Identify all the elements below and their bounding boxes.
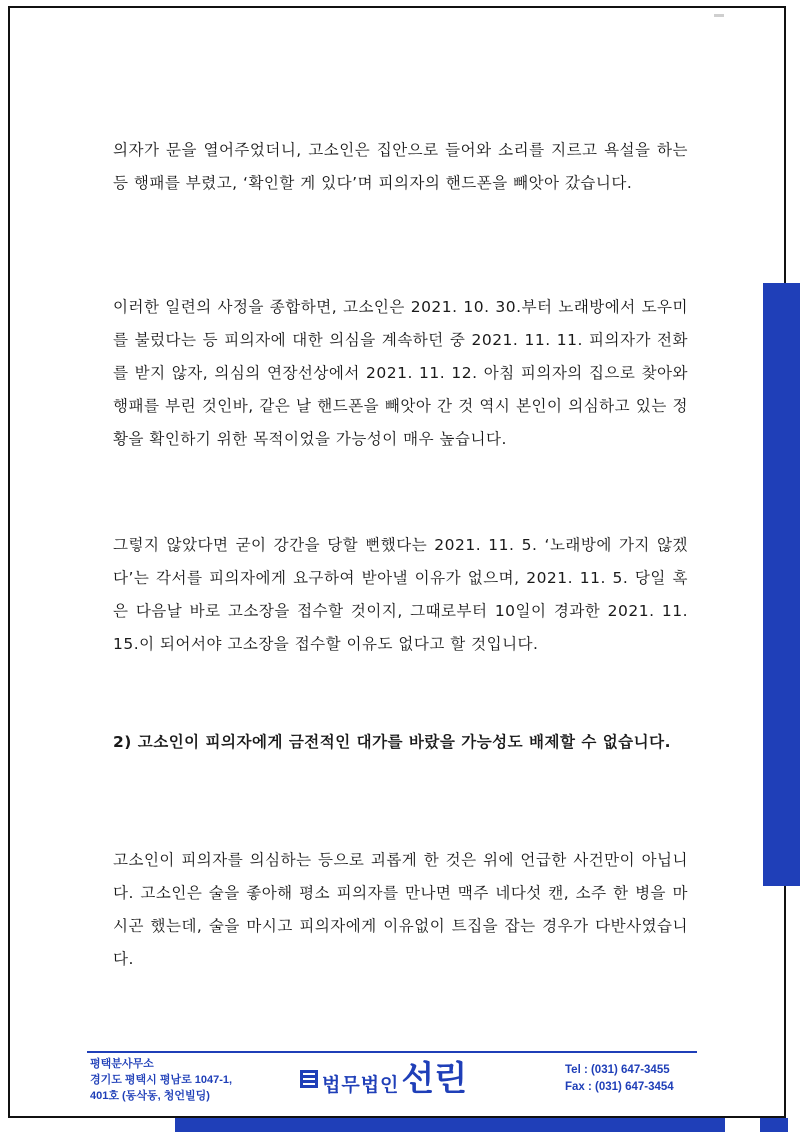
paragraph-2: 이러한 일련의 사정을 종합하면, 고소인은 2021. 10. 30.부터 노래방에서 도우미를 불렀다는 등 피의자에 대한 의심을 계속하던 중 2021. 11. 11. 피의자가 전화를 받지 않자, 의심의 연장선상에서 2021. 11. 12. 아침 피의자의 집으로 찾아와 행패를 부린 것인바, 같은 날 핸드폰을 빼앗아 간 것 역시 본인이 의심하고 있는 정황을 확인하기 위한 목적이었을 가능성이 매우 높습니다. bbox=[113, 298, 688, 448]
firm-type: 법무법인 bbox=[322, 1073, 400, 1096]
footer-contact-info bbox=[565, 1062, 705, 1096]
footer-office-info bbox=[90, 1056, 310, 1104]
bottom-color-stripe-corner bbox=[760, 1118, 788, 1132]
fax-number: Fax : (031) 647-3454 bbox=[565, 1081, 674, 1093]
firm-name: 선린 bbox=[401, 1059, 468, 1099]
paragraph-1: 의자가 문을 열어주었더니, 고소인은 집안으로 들어와 소리를 지르고 욕설을 하는 등 행패를 부렸고, ‘확인할 게 있다’며 피의자의 핸드폰을 빼앗아 갔습니다. bbox=[113, 141, 688, 192]
office-name: 평택분사무소 bbox=[90, 1058, 154, 1070]
footer-divider bbox=[87, 1051, 697, 1053]
firm-emblem-icon bbox=[300, 1070, 318, 1088]
office-address-line-2: 401호 (동삭동, 청언빌딩) bbox=[90, 1090, 210, 1102]
section-heading: 2) 고소인이 피의자에게 금전적인 대가를 바랐을 가능성도 배제할 수 없습니다. bbox=[113, 733, 671, 751]
side-color-stripe bbox=[763, 283, 800, 886]
scan-artifact bbox=[714, 14, 724, 17]
office-address-line-1: 경기도 평택시 평남로 1047-1, bbox=[90, 1074, 233, 1086]
phone-number: Tel : (031) 647-3455 bbox=[565, 1064, 670, 1076]
bottom-color-stripe bbox=[175, 1118, 725, 1132]
firm-logo bbox=[300, 1057, 467, 1101]
paragraph-3: 그렇지 않았다면 굳이 강간을 당할 뻔했다는 2021. 11. 5. ‘노래방에 가지 않겠다’는 각서를 피의자에게 요구하여 받아낼 이유가 없으며, 2021. 11. 5. 당일 혹은 다음날 바로 고소장을 접수할 것이지, 그때로부터 10일이 경과한 2021. 11. 15.이 되어서야 고소장을 접수할 이유도 없다고 할 것입니다. bbox=[113, 536, 688, 653]
paragraph-4: 고소인이 피의자를 의심하는 등으로 괴롭게 한 것은 위에 언급한 사건만이 아닙니다. 고소인은 술을 좋아해 평소 피의자를 만나면 맥주 네다섯 캔, 소주 한 병을 마시곤 했는데, 술을 마시고 피의자에게 이유없이 트집을 잡는 경우가 다반사였습니다. bbox=[113, 851, 688, 968]
